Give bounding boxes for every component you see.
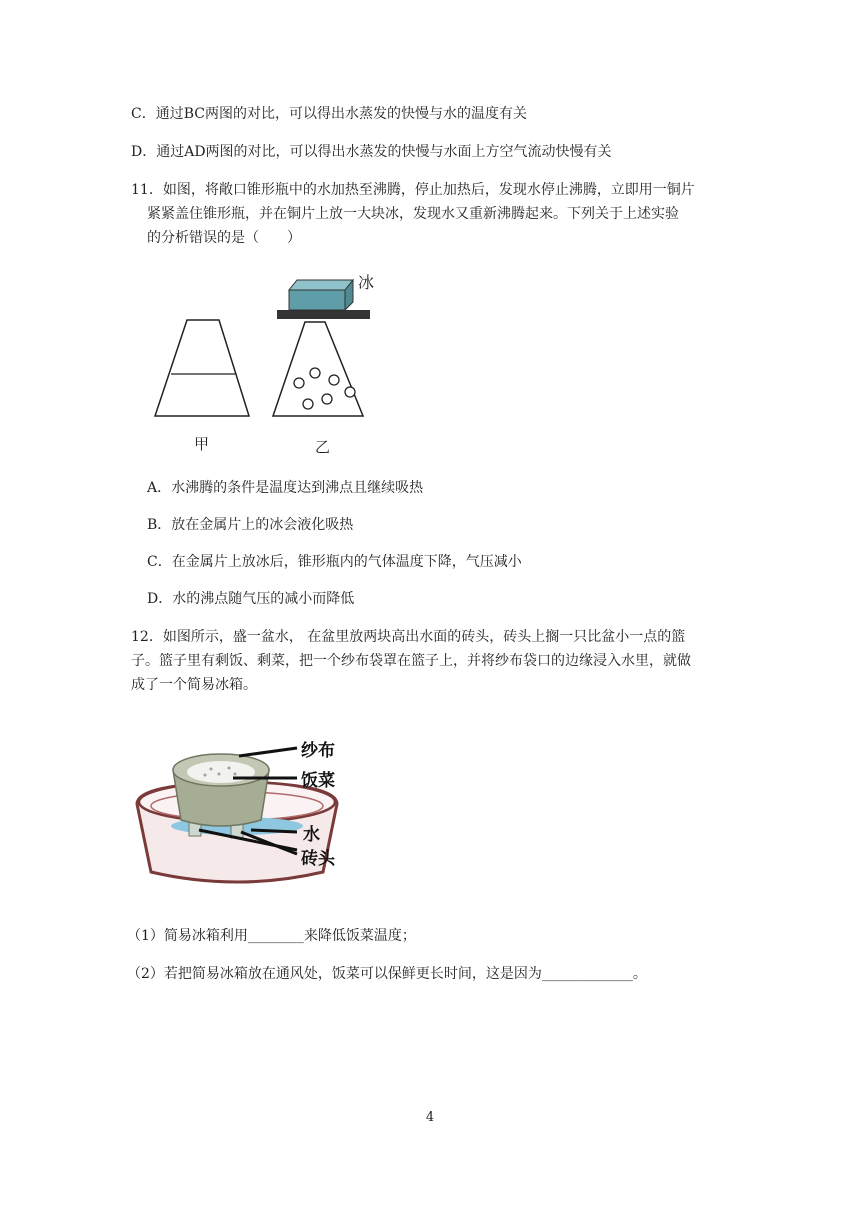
label-brick: 砖头 <box>301 849 335 869</box>
q12-stem-line-3: 成了一个简易冰箱。 <box>131 677 257 693</box>
q11-option-b: B．放在金属片上的冰会液化吸热 <box>147 517 354 533</box>
q11-stem-line-1: 11．如图，将敞口锥形瓶中的水加热至沸腾，停止加热后，发现水停止沸腾，立即用一铜片 <box>131 182 695 198</box>
q12-sub-question-2: （2）若把简易冰箱放在通风处，饭菜可以保鲜更长时间，这是因为_____________。 <box>127 966 647 982</box>
q12-stem-line-1: 12．如图所示，盛一盆水， 在盆里放两块高出水面的砖头，砖头上搁一只比盆小一点的篮 <box>131 629 686 645</box>
label-water: 水 <box>303 825 320 845</box>
q12-sub-question-1: （1）简易冰箱利用________来降低饭菜温度； <box>127 928 416 944</box>
label-gauze: 纱布 <box>301 741 335 761</box>
q10-option-c: C．通过BC两图的对比，可以得出水蒸发的快慢与水的温度有关 <box>131 106 527 122</box>
q11-option-a: A．水沸腾的条件是温度达到沸点且继续吸热 <box>147 480 424 496</box>
ice-block <box>289 280 353 310</box>
label-jia: 甲 <box>194 435 210 453</box>
q12-stem-line-2: 子。篮子里有剩饭、剩菜，把一个纱布袋罩在篮子上，并将纱布袋口的边缘浸入水里，就做 <box>131 653 691 669</box>
label-yi: 乙 <box>315 438 331 456</box>
q11-stem-line-3: 的分析错误的是（ ） <box>147 230 301 246</box>
q11-flask-figure <box>145 268 405 458</box>
basket <box>173 754 269 826</box>
label-food: 饭菜 <box>301 771 335 791</box>
page-number: 4 <box>425 1110 435 1125</box>
q11-option-d: D．水的沸点随气压的减小而降低 <box>147 591 355 607</box>
pointer-gauze <box>239 748 297 756</box>
q12-fridge-figure <box>133 732 373 892</box>
q11-option-c: C．在金属片上放冰后，锥形瓶内的气体温度下降，气压减小 <box>147 554 522 570</box>
flask-jia <box>155 320 249 416</box>
copper-plate <box>277 310 370 319</box>
q10-option-d: D．通过AD两图的对比，可以得出水蒸发的快慢与水面上方空气流动快慢有关 <box>131 144 612 160</box>
q11-stem-line-2: 紧紧盖住锥形瓶，并在铜片上放一大块冰，发现水又重新沸腾起来。下列关于上述实验 <box>147 206 679 222</box>
pointer-water <box>251 830 297 832</box>
flask-yi <box>273 322 363 416</box>
label-ice: 冰 <box>358 273 375 292</box>
